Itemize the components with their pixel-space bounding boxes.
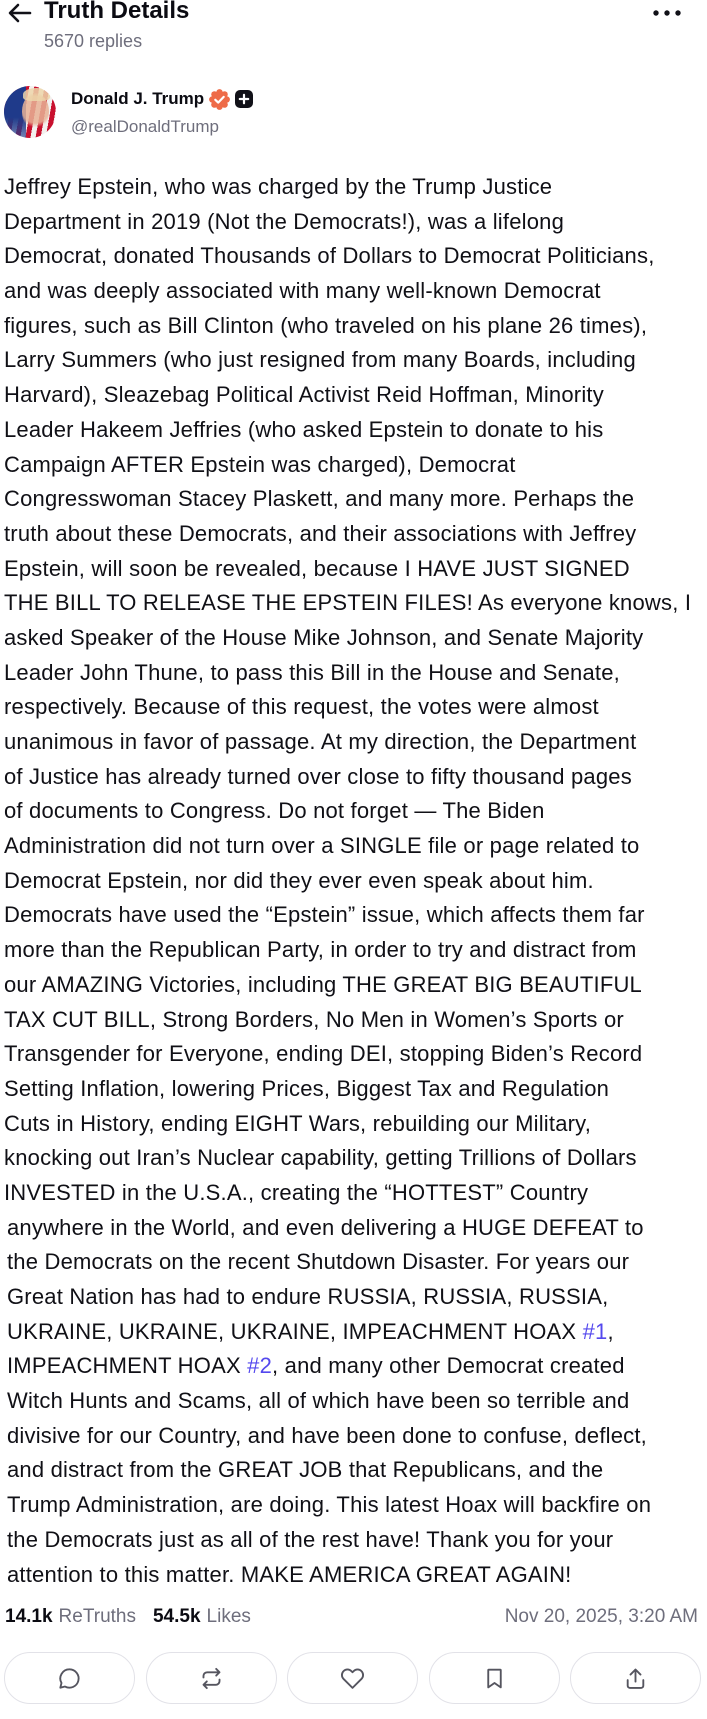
like-button[interactable] (287, 1652, 418, 1704)
post-body-line (4, 656, 707, 691)
post-body-line (4, 1523, 707, 1558)
post-text: Democrat, donated Thousands of Dollars to Democrat Politicians, (4, 243, 655, 269)
post-body-line (4, 1315, 707, 1350)
post-body (4, 170, 707, 1592)
post-text: TAX CUT BILL, Strong Borders, No Men in Women’s Sports or (4, 1006, 624, 1032)
post-body-line (4, 378, 707, 413)
plus-badge-icon (235, 90, 253, 108)
post-body-line (4, 1107, 707, 1142)
heart-icon (340, 1666, 365, 1691)
post-body-line (4, 1384, 707, 1419)
replies-count: 5670 replies (44, 31, 143, 51)
post-body-line (4, 1176, 707, 1211)
post-body-line (4, 829, 707, 864)
retruths-label: ReTruths (58, 1606, 136, 1627)
likes-label: Likes (206, 1606, 251, 1627)
post-text: Epstein, will soon be revealed, because I HAVE JUST SIGNED (4, 555, 630, 581)
post-body-line (4, 309, 707, 344)
post-text: more than the Republican Party, in order to try and distract from (4, 937, 637, 963)
share-icon (623, 1666, 648, 1691)
post-body-line (4, 1003, 707, 1038)
action-bar (4, 1652, 701, 1704)
post-text: our AMAZING Victories, including THE GREAT BIG BEAUTIFUL (4, 971, 642, 997)
post-text: Cuts in History, ending EIGHT Wars, rebuilding our Military, (4, 1110, 592, 1136)
post-text: Administration did not turn over a SINGLE file or page related to (4, 833, 640, 859)
post-body-line (4, 1211, 707, 1246)
post-body-line (4, 1141, 707, 1176)
post-text: Great Nation has had to endure RUSSIA, RUSSIA, RUSSIA, (7, 1284, 609, 1309)
retruths-count: 14.1k (5, 1606, 53, 1627)
post-body-line (4, 1037, 707, 1072)
post-text: the Democrats just as all of the rest have! Thank you for your (7, 1526, 614, 1552)
post-body-line (4, 482, 707, 517)
post-text: Harvard), Sleazebag Political Activist Reid Hoffman, Minority (4, 382, 604, 408)
arrow-left-icon (7, 0, 35, 26)
post-body-line (4, 898, 707, 933)
post-body-line (4, 725, 707, 760)
back-button[interactable] (7, 0, 35, 26)
post-text: knocking out Iran’s Nuclear capability, getting Trillions of Dollars (4, 1145, 637, 1171)
page-title: Truth Details (44, 0, 190, 24)
post-text: truth about these Democrats, and their associations with Jeffrey (4, 520, 637, 546)
author-handle[interactable]: @realDonaldTrump (71, 117, 219, 136)
post-text: and distract from the GREAT JOB that Republicans, and the (7, 1457, 604, 1483)
share-button[interactable] (570, 1652, 701, 1704)
post-text: the Democrats on the recent Shutdown Disaster. For years our (7, 1249, 630, 1275)
post-timestamp: Nov 20, 2025, 3:20 AM (504, 1606, 698, 1627)
post-body-line (4, 413, 707, 448)
bookmark-button[interactable] (429, 1652, 560, 1704)
post-text: Democrat Epstein, nor did they ever even speak about him. (4, 867, 594, 893)
stats-row (5, 1605, 251, 1629)
post-text: respectively. Because of this request, the votes were almost (4, 694, 599, 720)
post-body-line (4, 170, 707, 205)
post-body-line (4, 1349, 707, 1384)
post-body-line (4, 690, 707, 725)
post-text: anywhere in the World, and even delivering a HUGE DEFEAT to (7, 1214, 644, 1240)
hashtag-link[interactable]: #1 (582, 1318, 608, 1344)
post-body-line (4, 552, 707, 587)
post-text: UKRAINE, UKRAINE, UKRAINE, IMPEACHMENT HOAX (7, 1318, 583, 1344)
post-text: Jeffrey Epstein, who was charged by the Trump Justice (4, 174, 553, 199)
post-text: divisive for our Country, and have been done to confuse, deflect, (7, 1422, 647, 1448)
retruths-stat[interactable] (5, 1605, 136, 1629)
post-body-line (4, 1072, 707, 1107)
likes-count: 54.5k (152, 1606, 201, 1627)
post-text: asked Speaker of the House Mike Johnson, and Senate Majority (4, 624, 644, 650)
reply-button[interactable] (4, 1652, 135, 1704)
post-text: Larry Summers (who just resigned from many Boards, including (4, 347, 636, 373)
post-body-line (4, 1453, 707, 1488)
post-text: IMPEACHMENT HOAX (7, 1353, 248, 1379)
post-body-line (4, 343, 707, 378)
post-body-line (4, 448, 707, 483)
post-text: of Justice has already turned over close to fifty thousand pages (4, 763, 632, 789)
post-body-line (4, 586, 707, 621)
post-body-line (4, 239, 707, 274)
hashtag-link[interactable]: #2 (247, 1353, 273, 1379)
post-text: Democrats have used the “Epstein” issue, which affects them far (4, 902, 645, 928)
post-body-line (4, 517, 707, 552)
author-name-row (71, 89, 253, 109)
post-text: and was deeply associated with many well-known Democrat (4, 278, 601, 304)
post-body-line (4, 933, 707, 968)
verified-badge-icon (209, 89, 230, 110)
post-body-line (4, 274, 707, 309)
post-text: Department in 2019 (Not the Democrats!), was a lifelong (4, 208, 565, 234)
reply-icon (57, 1666, 82, 1691)
post-text: Leader Hakeem Jeffries (who asked Epstein to donate to his (4, 416, 604, 442)
post-text: THE BILL TO RELEASE THE EPSTEIN FILES! As everyone knows, I (4, 590, 692, 616)
post-text: Campaign AFTER Epstein was charged), Democrat (4, 451, 516, 477)
post-body-line (4, 864, 707, 899)
post-body-line (4, 794, 707, 829)
post-text: Transgender for Everyone, ending DEI, stopping Biden’s Record (4, 1041, 643, 1067)
post-text: of documents to Congress. Do not forget — The Biden (4, 798, 545, 824)
post-text: attention to this matter. MAKE AMERICA GREAT AGAIN! (7, 1561, 572, 1587)
post-body-line (4, 1488, 707, 1523)
likes-stat[interactable] (153, 1605, 251, 1629)
post-body-line (4, 968, 707, 1003)
post-text: unanimous in favor of passage. At my direction, the Department (4, 729, 637, 754)
avatar[interactable] (4, 86, 56, 138)
post-text: Leader John Thune, to pass this Bill in the House and Senate, (4, 659, 620, 685)
post-body-line (4, 1245, 707, 1280)
post-body-line (4, 205, 707, 240)
bookmark-icon (482, 1666, 507, 1691)
repost-button[interactable] (146, 1652, 277, 1704)
post-body-line (4, 1419, 707, 1454)
post-body-line (4, 760, 707, 795)
post-text: Trump Administration, are doing. This latest Hoax will backfire on (7, 1492, 652, 1518)
post-text: , and many other Democrat created (272, 1353, 625, 1379)
post-text: Congresswoman Stacey Plaskett, and many more. Perhaps the (4, 486, 635, 512)
post-text: Setting Inflation, lowering Prices, Biggest Tax and Regulation (4, 1075, 610, 1101)
post-text: figures, such as Bill Clinton (who traveled on his plane 26 times), (4, 312, 648, 338)
post-body-line (4, 621, 707, 656)
more-options-button[interactable] (652, 2, 682, 24)
post-text: , (607, 1318, 614, 1344)
post-body-line (4, 1558, 707, 1593)
repost-icon (199, 1666, 224, 1691)
post-body-line (4, 1280, 707, 1315)
post-text: Witch Hunts and Scams, all of which have been so terrible and (7, 1388, 630, 1414)
more-horizontal-icon (652, 2, 682, 24)
post-text: INVESTED in the U.S.A., creating the “HOTTEST” Country (4, 1179, 589, 1205)
author-name[interactable]: Donald J. Trump (71, 89, 205, 108)
avatar-hair (23, 88, 50, 100)
